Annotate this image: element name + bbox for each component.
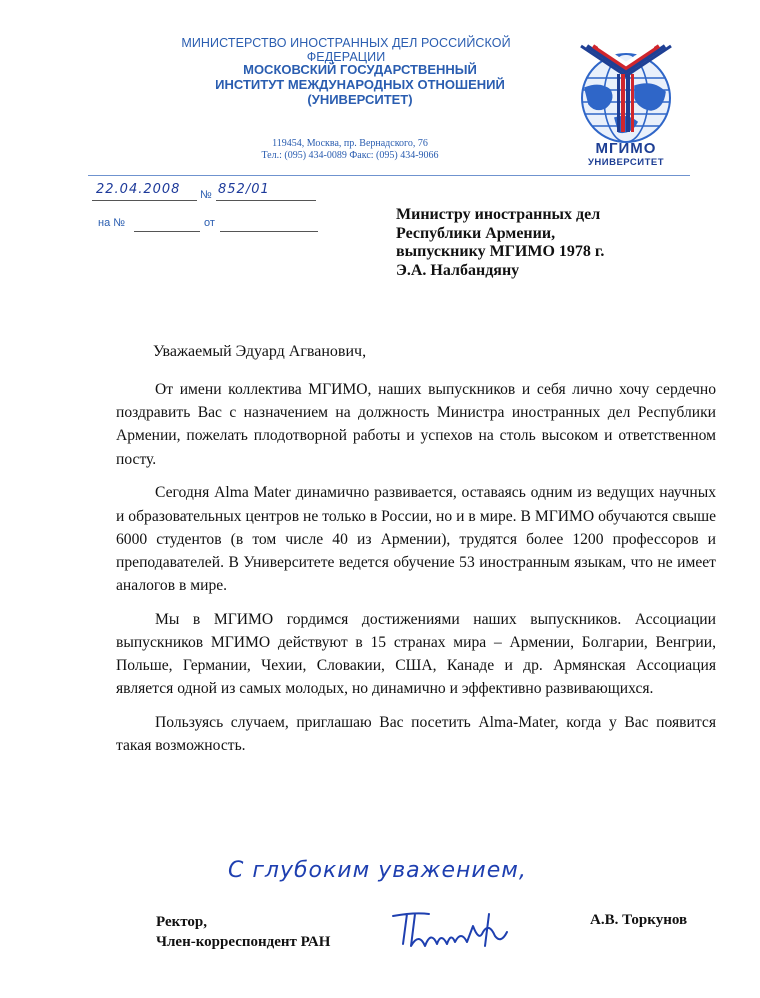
addressee-line3: выпускнику МГИМО 1978 г. [396, 243, 605, 260]
handwritten-closing [228, 858, 548, 898]
addressee-line1: Министру иностранных дел [396, 206, 601, 223]
number-label: № [200, 189, 212, 201]
position-line2: Член-корреспондент РАН [156, 934, 331, 950]
logo-title: МГИМО [595, 140, 657, 157]
date-underline [92, 200, 197, 201]
logo-subtitle: УНИВЕРСИТЕТ [587, 157, 665, 168]
addressee-block [396, 206, 736, 280]
letter-body [116, 378, 716, 768]
reference-label: на № [98, 217, 126, 229]
body-paragraph: Мы в МГИМО гордимся достижениями наших выпускников. Ассоциации выпускников МГИМО действуют в 15 странах мира – Армении, Болгарии, Венгрии, Польше, Германии, Чехии, Словакии, США, Канаде и др. Армянская Ассоциация является одной из самых молодых, но динамично и эффективно развивающихся. [116, 610, 716, 698]
addressee-line4: Э.А. Налбандяну [396, 261, 520, 279]
institute-name-line2: ИНСТИТУТ МЕЖДУНАРОДНЫХ ОТНОШЕНИЙ [215, 77, 505, 92]
phone-fax-line: Тел.: (095) 434-0089 Факс: (095) 434-9066 [261, 150, 439, 161]
institute-name-line1: МОСКОВСКИЙ ГОСУДАРСТВЕННЫЙ [243, 62, 477, 77]
ministry-title: МИНИСТЕРСТВО ИНОСТРАННЫХ ДЕЛ РОССИЙСКОЙ ФЕДЕРАЦИИ [181, 36, 511, 64]
reference-underline [134, 231, 200, 232]
position-line1: Ректор, [156, 914, 208, 930]
signer-name: А.В. Торкунов [590, 912, 688, 928]
registration-number: 852/01 [218, 182, 270, 197]
signatory-position [156, 912, 330, 952]
from-label: от [204, 217, 215, 229]
registration-reference [98, 217, 338, 229]
registration-date: 22.04.2008 [96, 182, 181, 197]
from-underline [220, 231, 318, 232]
handwritten-signature-icon [385, 902, 525, 954]
body-paragraph: Сегодня Alma Mater динамично развивается, оставаясь одним из ведущих научных и образовательных центров не только в России, но и в мире. В МГИМО обучаются свыше 6000 студентов (в том числе 40 из Армении), трудятся более 1200 профессоров и преподавателей. В Университете ведется обучение 53 иностранным языкам, что не имеет аналогов в мире. [116, 484, 716, 595]
addressee-line2: Республики Армении, [396, 224, 556, 242]
institute-name-line3: (УНИВЕРСИТЕТ) [307, 92, 413, 107]
letterhead-divider [88, 175, 690, 176]
handwritten-closing-text: С глубоким уважением, [228, 858, 527, 883]
logo-caption [568, 141, 684, 169]
institute-address [200, 138, 500, 162]
body-paragraph: От имени коллектива МГИМО, наших выпускников и себя лично хочу сердечно поздравить Вас с назначением на должность Министра иностранных дел Республики Армении, пожелать плодотворной работы и успехов на столь высоком и ответственном посту. [116, 381, 716, 468]
body-paragraph: Пользуясь случаем, приглашаю Вас посетить Alma-Mater, когда у Вас появится такая возможность. [116, 714, 716, 755]
address-line: 119454, Москва, пр. Вернадского, 76 [272, 138, 428, 149]
number-underline [216, 200, 316, 201]
institute-name [205, 62, 515, 107]
salutation: Уважаемый Эдуард Агванович, [153, 343, 367, 360]
